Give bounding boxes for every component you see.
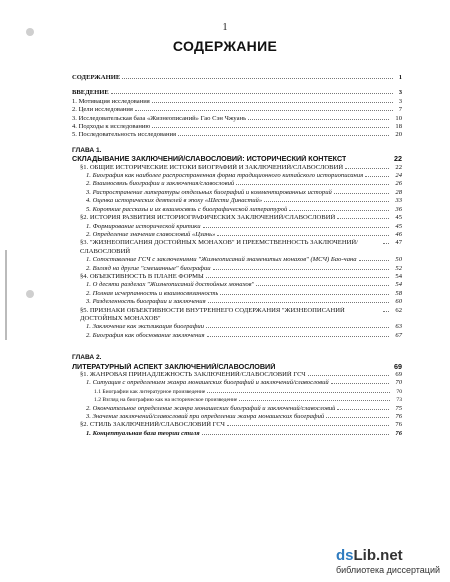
toc-entry xyxy=(72,256,402,264)
toc-leader-dots xyxy=(135,110,393,111)
toc-page-number: 7 xyxy=(398,106,402,114)
toc-entry-title: 1. Сопоставление ГСЧ с заключениями "Жизнеописаний знаменитых монахов" (МСЧ) Бао-чана xyxy=(86,256,357,264)
toc-entry-title: 2. Биография как обоснование заключения xyxy=(86,331,205,339)
toc-spacer xyxy=(72,347,402,354)
toc-leader-dots xyxy=(331,383,390,384)
toc-leader-dots xyxy=(202,434,390,435)
toc-leader-dots xyxy=(239,400,390,401)
toc-entry-title: §5. ПРИЗНАКИ ОБЪЕКТИВНОСТИ ВНУТРЕННЕГО СОДЕРЖАНИЯ "ЖИЗНЕОПИСАНИЙ ДОСТОЙНЫХ МОНАХОВ" xyxy=(80,306,345,322)
binder-hole-icon xyxy=(26,28,34,36)
toc-entry-title: ГЛАВА 1. xyxy=(72,146,102,154)
toc-leader-dots xyxy=(359,260,390,261)
toc-leader-dots xyxy=(365,176,389,177)
toc-entry xyxy=(72,281,402,289)
toc-entry xyxy=(72,371,402,379)
toc-page-number: 70 xyxy=(395,379,402,387)
toc-page-number: 22 xyxy=(395,163,402,171)
toc-entry-title: §1. ОБЩИЕ ИСТОРИЧЕСКИЕ ИСТОКИ БИОГРАФИЙ И ЗАКЛЮЧЕНИЙ/СЛАВОСЛОВИЙ xyxy=(80,163,344,171)
toc-page-number: 47 xyxy=(395,239,402,247)
table-of-contents xyxy=(72,74,402,438)
toc-entry-title: 5. Короткие рассказы и их взаимосвязь с биографической литературой xyxy=(86,205,288,213)
toc-page-number: 26 xyxy=(395,180,402,188)
toc-leader-dots xyxy=(206,327,389,328)
toc-entry-title: 1. Заключение как экспликация биографии xyxy=(86,323,204,331)
toc-page-number: 69 xyxy=(395,371,402,378)
toc-entry-title: ВВЕДЕНИЕ xyxy=(72,89,109,97)
toc-entry xyxy=(72,74,402,82)
toc-entry xyxy=(72,413,402,421)
toc-page-number: 62 xyxy=(395,306,402,314)
toc-entry-title: §4. ОБЪЕКТИВНОСТЬ В ПЛАНЕ ФОРМЫ xyxy=(80,272,204,280)
toc-page-number: 3 xyxy=(398,97,402,105)
binder-hole-icon xyxy=(26,290,34,298)
toc-entry xyxy=(72,239,402,256)
toc-entry-title: 4. Оценка исторических деятелей в эпоху «Шести Династий» xyxy=(86,197,263,205)
toc-leader-dots xyxy=(208,302,390,303)
toc-entry xyxy=(72,180,402,188)
toc-entry-title: СОДЕРЖАНИЕ xyxy=(72,74,121,81)
toc-entry xyxy=(72,354,402,362)
toc-entry-title: §2. СТИЛЬ ЗАКЛЮЧЕНИЙ/СЛАВОСЛОВИЙ ГСЧ xyxy=(80,421,225,429)
toc-page-number: 45 xyxy=(395,214,402,222)
toc-entry-title: §1. ЖАНРОВАЯ ПРИНАДЛЕЖНОСТЬ ЗАКЛЮЧЕНИЙ/СЛАВОСЛОВИЙ ГСЧ xyxy=(80,371,306,378)
toc-entry xyxy=(72,172,402,180)
document-title: СОДЕРЖАНИЕ xyxy=(172,38,278,54)
dslib-subtitle: библиотека диссертаций xyxy=(335,565,440,575)
toc-leader-dots xyxy=(337,409,389,410)
toc-entry-title: 1. Мотивация исследования xyxy=(72,97,150,105)
toc-entry-title: 1. О десяти разделах "Жизнеописаний достойных монахов" xyxy=(86,281,255,289)
toc-entry xyxy=(72,223,402,231)
toc-entry xyxy=(72,388,402,396)
toc-entry xyxy=(72,214,402,222)
toc-entry-title: 1.1 Биографии как литературное произведение xyxy=(94,388,206,395)
toc-leader-dots xyxy=(256,285,389,286)
toc-leader-dots xyxy=(289,210,389,211)
toc-page-number: 69 xyxy=(394,361,402,371)
toc-entry-title: 1. Биография как наиболее распространенная форма традиционного китайского историописания xyxy=(86,172,364,180)
toc-entry-title: 5. Последовательность исследования xyxy=(72,131,177,139)
toc-entry xyxy=(72,106,402,114)
toc-entry xyxy=(72,164,402,172)
toc-entry-title: СКЛАДЫВАНИЕ ЗАКЛЮЧЕНИЙ/СЛАВОСЛОВИЙ: ИСТОРИЧЕСКИЙ КОНТЕКСТ xyxy=(72,155,347,164)
toc-entry xyxy=(72,231,402,239)
toc-entry-title: 2. Окончательное определение жанра монашеских биографий и заключений/славословий xyxy=(86,404,336,412)
toc-page-number: 54 xyxy=(395,272,402,280)
toc-spacer xyxy=(72,140,402,147)
toc-page-number: 58 xyxy=(395,289,402,297)
toc-entry xyxy=(72,155,402,163)
toc-entry xyxy=(72,307,402,324)
toc-page-number: 33 xyxy=(395,197,402,205)
toc-leader-dots xyxy=(207,392,390,393)
toc-page-number: 67 xyxy=(395,331,402,339)
toc-entry-title: 2. Полная исчерпанность и взаимосвязанность xyxy=(86,289,219,297)
toc-page-number: 52 xyxy=(395,264,402,272)
toc-entry xyxy=(72,197,402,205)
toc-entry xyxy=(72,363,402,371)
toc-leader-dots xyxy=(334,193,390,194)
toc-entry xyxy=(72,379,402,387)
toc-entry xyxy=(72,131,402,139)
toc-entry-title: 2. Определение значения славословий «Цзань» xyxy=(86,230,216,238)
dslib-logo: dsLib.net xyxy=(335,547,403,564)
toc-entry-title: 3. Распространение литературы отдельных биографий и комментированных историй xyxy=(86,188,332,196)
toc-entry xyxy=(72,147,402,155)
toc-entry-title: §3. "ЖИЗНЕОПИСАНИЯ ДОСТОЙНЫХ МОНАХОВ" И ПРЕЕМСТВЕННОСТЬ ЗАКЛЮЧЕНИЙ/СЛАВОСЛОВИЙ xyxy=(80,239,358,255)
toc-entry xyxy=(72,265,402,273)
toc-page-number: 63 xyxy=(395,323,402,331)
toc-page-number: 73 xyxy=(396,397,402,404)
scan-edge-mark xyxy=(0,250,7,340)
toc-page-number: 18 xyxy=(395,123,402,131)
toc-leader-dots xyxy=(152,102,393,103)
toc-spacer xyxy=(72,340,402,347)
toc-page-number: 76 xyxy=(395,421,402,429)
toc-leader-dots xyxy=(326,417,389,418)
toc-entry xyxy=(72,323,402,331)
toc-entry-title: 1. Концептуальная база теории стиля xyxy=(86,429,200,437)
toc-entry xyxy=(72,405,402,413)
toc-entry xyxy=(72,332,402,340)
toc-leader-dots xyxy=(308,375,390,376)
toc-leader-dots xyxy=(220,294,389,295)
toc-entry xyxy=(72,298,402,306)
toc-leader-dots xyxy=(178,135,389,136)
toc-entry-title: ЛИТЕРАТУРНЫЙ АСПЕКТ ЗАКЛЮЧЕНИЙ/СЛАВОСЛОВИЙ xyxy=(72,362,276,371)
toc-page-number: 24 xyxy=(395,172,402,180)
toc-leader-dots xyxy=(264,201,389,202)
toc-entry xyxy=(72,89,402,97)
toc-entry-title: 3. Исследовательская база «Жизнеописаний» Гао Сэн Чжуань xyxy=(72,114,247,122)
toc-entry xyxy=(72,189,402,197)
toc-page-number: 54 xyxy=(395,281,402,289)
toc-page-number: 22 xyxy=(394,154,402,164)
toc-leader-dots xyxy=(203,227,390,228)
toc-entry-title: 3. Разделенность биографии и заключения xyxy=(86,298,206,306)
toc-leader-dots xyxy=(383,311,389,312)
toc-leader-dots xyxy=(111,93,393,94)
toc-entry xyxy=(72,206,402,214)
toc-page-number: 10 xyxy=(395,114,402,122)
toc-leader-dots xyxy=(337,218,389,219)
toc-page-number: 46 xyxy=(395,230,402,238)
toc-page-number: 20 xyxy=(395,131,402,139)
toc-leader-dots xyxy=(248,119,389,120)
toc-leader-dots xyxy=(217,235,389,236)
page-number: 1 xyxy=(222,22,228,33)
toc-entry xyxy=(72,290,402,298)
toc-entry-title: 1. Ситуация с определением жанра монашеских биографий и заключений/славословий xyxy=(86,379,329,387)
toc-page-number: 60 xyxy=(395,298,402,306)
toc-leader-dots xyxy=(207,336,390,337)
toc-leader-dots xyxy=(152,127,389,128)
toc-entry xyxy=(72,396,402,404)
toc-entry xyxy=(72,430,402,438)
toc-leader-dots xyxy=(345,168,389,169)
toc-entry-title: 1.2 Взгляд на биографию как на историческое произведение xyxy=(94,397,238,404)
toc-entry xyxy=(72,98,402,106)
toc-page-number: 70 xyxy=(396,388,402,395)
toc-leader-dots xyxy=(383,243,389,244)
toc-entry-title: ГЛАВА 2. xyxy=(72,354,102,362)
toc-leader-dots xyxy=(236,184,389,185)
toc-leader-dots xyxy=(122,78,392,79)
toc-page-number: 75 xyxy=(395,404,402,412)
toc-page-number: 45 xyxy=(395,222,402,230)
toc-spacer xyxy=(72,82,402,89)
toc-entry xyxy=(72,115,402,123)
toc-page-number: 76 xyxy=(395,413,402,421)
toc-leader-dots xyxy=(213,269,390,270)
toc-page-number: 76 xyxy=(395,429,402,437)
toc-page-number: 28 xyxy=(395,188,402,196)
toc-entry-title: 3. Значение заключений/славословий при определении жанра монашеских биографий xyxy=(86,413,325,421)
toc-entry xyxy=(72,421,402,429)
toc-entry xyxy=(72,123,402,131)
toc-entry-title: 4. Подходы к исследованию xyxy=(72,123,151,131)
toc-page-number: 1 xyxy=(398,74,402,81)
toc-entry-title: 1. Формирование исторической критики xyxy=(86,222,201,230)
toc-page-number: 50 xyxy=(395,256,402,264)
toc-leader-dots xyxy=(206,277,390,278)
toc-leader-dots xyxy=(227,425,390,426)
toc-page-number: 36 xyxy=(395,205,402,213)
toc-entry-title: §2. ИСТОРИЯ РАЗВИТИЯ ИСТОРИОГРАФИЧЕСКИХ ЗАКЛЮЧЕНИЙ/СЛАВОСЛОВИЙ xyxy=(80,214,336,222)
toc-entry-title: 2. Взгляд на другие "смешанные" биографии xyxy=(86,264,211,272)
dslib-watermark[interactable] xyxy=(335,547,440,576)
toc-page-number: 3 xyxy=(398,89,402,97)
toc-entry-title: 2. Цели исследования xyxy=(72,106,133,114)
toc-entry-title: 2. Взаимосвязь биографии и заключения/славословий xyxy=(86,180,235,188)
toc-entry xyxy=(72,273,402,281)
